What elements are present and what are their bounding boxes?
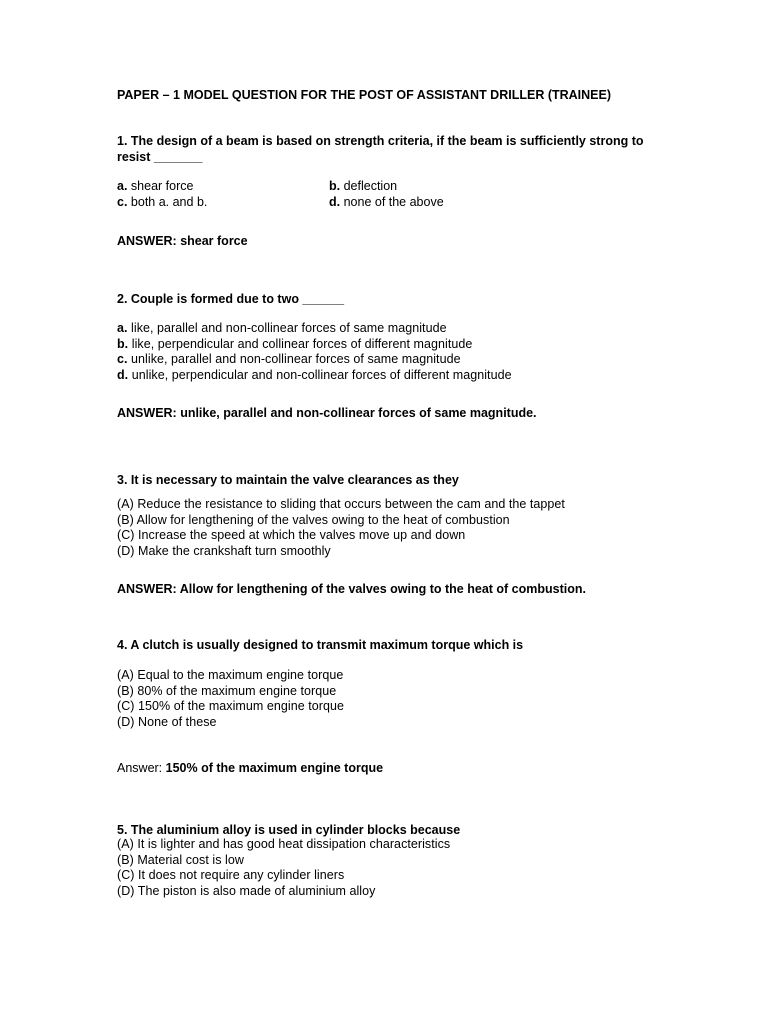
q5-option-c: (C) It does not require any cylinder liners — [117, 868, 345, 882]
page-title: PAPER – 1 MODEL QUESTION FOR THE POST OF ASSISTANT DRILLER (TRAINEE) — [117, 88, 612, 102]
q4-option-a: (A) Equal to the maximum engine torque — [117, 668, 344, 682]
question-3-answer: ANSWER: Allow for lengthening of the valves owing to the heat of combustion. — [117, 582, 586, 596]
question-5: 5. The aluminium alloy is used in cylinder blocks because — [117, 823, 461, 837]
question-5-options — [117, 837, 657, 899]
q5-option-b: (B) Material cost is low — [117, 852, 244, 867]
q2-option-b: b. like, perpendicular and collinear forces of different magnitude — [117, 336, 473, 351]
q3-option-d: (D) Make the crankshaft turn smoothly — [117, 543, 331, 558]
q1-option-a: a. shear force — [117, 179, 194, 193]
q1-option-b: b. deflection — [329, 179, 398, 193]
q5-option-d: (D) The piston is also made of aluminium alloy — [117, 883, 376, 898]
question-4: 4. A clutch is usually designed to transmit maximum torque which is — [117, 638, 524, 652]
question-1-answer: ANSWER: shear force — [117, 234, 248, 248]
q4-option-d: (D) None of these — [117, 714, 217, 729]
question-2: 2. Couple is formed due to two ______ — [117, 292, 345, 306]
question-1: 1. The design of a beam is based on strength criteria, if the beam is sufficiently strong to resist _______ — [117, 134, 644, 164]
question-4-options — [117, 668, 657, 730]
q2-option-a: a. like, parallel and non-collinear forces of same magnitude — [117, 321, 447, 335]
question-1-options — [117, 179, 657, 210]
question-4-answer: Answer: 150% of the maximum engine torque — [117, 761, 384, 775]
question-3: 3. It is necessary to maintain the valve clearances as they — [117, 473, 459, 487]
question-3-options — [117, 497, 657, 559]
q3-option-a: (A) Reduce the resistance to sliding that occurs between the cam and the tappet — [117, 497, 565, 511]
q3-option-c: (C) Increase the speed at which the valves move up and down — [117, 528, 466, 542]
q4-option-b: (B) 80% of the maximum engine torque — [117, 683, 337, 698]
q1-option-c: c. both a. and b. — [117, 194, 208, 209]
q1-option-d: d. none of the above — [329, 194, 444, 209]
q2-option-c: c. unlike, parallel and non-collinear forces of same magnitude — [117, 352, 461, 366]
q5-option-a: (A) It is lighter and has good heat dissipation characteristics — [117, 837, 451, 851]
question-2-answer: ANSWER: unlike, parallel and non-collinear forces of same magnitude. — [117, 406, 537, 420]
question-2-options — [117, 321, 657, 383]
q4-option-c: (C) 150% of the maximum engine torque — [117, 699, 344, 713]
q3-option-b: (B) Allow for lengthening of the valves owing to the heat of combustion — [117, 512, 510, 527]
q2-option-d: d. unlike, perpendicular and non-collinear forces of different magnitude — [117, 367, 512, 382]
